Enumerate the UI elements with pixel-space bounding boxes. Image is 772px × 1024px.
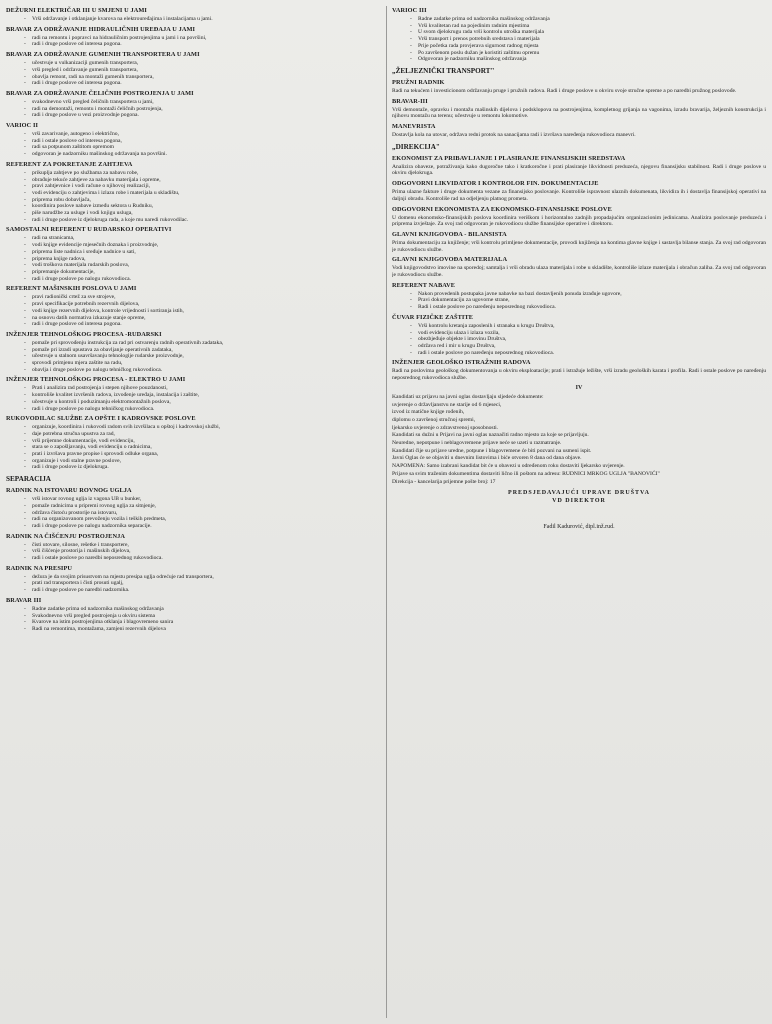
duty-item: - Vrši kvalitetan rad na pojedinim radnim mjestima [418,23,766,30]
duty-item: - radi i druge poslove iz djelokruga rada, a koje mu naredi rukovodilac. [32,217,380,224]
duty-list [6,340,380,374]
duty-item: - U svom djelokrugu rada vrši kontrolu utroška materijala [418,29,766,36]
section-heading: „ŽELJEZNIČKI TRANSPORT" [392,66,495,75]
section-heading: RUKOVODILAC SLUŽBE ZA OPŠTE I KADROVSKE POSLOVE [6,415,196,423]
duty-list [6,60,380,87]
duty-item: - daje potrebna stručna upustva za rad, [32,431,380,438]
duty-item: - pripremanje dokumentacije, [32,269,380,276]
section-heading: REFERENT MAŠINSKIH POSLOVA U JAMI [6,285,137,293]
duty-item: - pravi radionički crtež za sve strojeve, [32,294,380,301]
duty-item: - vrši pregled i održavanje gumenih transportera, [32,67,380,74]
duty-item: - sprovodi primjenu mjera zaštite na radu, [32,360,380,367]
duty-item: - radi i druge poslove od interesa pogona. [32,321,380,328]
condition-line: Direkcija - kancelarija prijemne pošte broj: 17 [392,478,496,485]
duty-item: - vodi knjige rezervnih dijelova, kontrole vrijednosti i sortiranja istih, [32,308,380,315]
condition-line: diplomu o završenoj stručnoj spremi, [392,416,476,423]
duty-list [6,131,380,158]
duty-list [6,170,380,224]
duty-item: - pomaže pri izradi upustava za obavljanje operativnih zadataka, [32,347,380,354]
duty-item: - radi i ostale poslove po naređenju neposrednog rukovodioca. [418,350,766,357]
section-heading: REFERENT NABAVE [392,281,456,289]
duty-item: - radi na stranicama, [32,235,380,242]
duty-list [392,16,766,63]
duty-item: - organizuje, koordinira i rukovodi radom svih izvršilaca u opštoj i kadrovskoj službi, [32,424,380,431]
duty-item: - vodi troškova materijala rudarskih poslova, [32,262,380,269]
section-heading: GLAVNI KNJIGOVOĐA - BILANSISTA [392,230,507,238]
duty-item: - pomaže radnicima u pripremi rovnog uglja za sitnjenje, [32,503,380,510]
duty-list [6,16,380,23]
duty-item: - učestvuje u vulkanizaciji gumenih transportera, [32,60,380,67]
duty-item: - obavlja i druge poslove po nalogu tehničkog rukovodioca. [32,367,380,374]
signature-subtitle: VD DIREKTOR [552,498,606,505]
duty-list [6,574,380,594]
duty-item: - Prati i analizira rad postrojenja i stepen njihove pouzdanosti, [32,385,380,392]
duty-item: - pravi specifikacije potrebnih rezervnih dijelova, [32,301,380,308]
signature-title: PREDSJEDAVAJUĆI UPRAVE DRUŠTVA [508,490,650,497]
duty-list [392,323,766,357]
section-heading: VARIOC III [392,7,427,14]
duty-item: - radi i druge poslove od interesa pogona. [32,41,380,48]
section-heading: RADNIK NA ISTOVARU ROVNOG UGLJA [6,487,132,495]
duty-item: - radi i druge poslove po naredbi nadzornika. [32,587,380,594]
duty-item: - vrši zavarivanje, autogeno i električno, [32,131,380,138]
section-paragraph: U domenu ekonomsko-finansijskih poslova koordinira veriškom i horizontalno zadnjih propadajućim organizacionim jedinicama. Analizira poslovanje preduzeća i priprema izvještaje. Za svoj rad odgovoran je rukovodiocu službe finansijske operative i direktoru. [392,214,766,228]
duty-item: - održava red i mir u krugu Društva, [418,343,766,350]
duty-item: - Radi na remontima, montažama, zamjeni rezervnih dijelova [32,626,380,633]
duty-item: - vrši istovar rovnog uglja iz vagona UB u bunker, [32,496,380,503]
duty-item: - vodi evidenciju ulaza i izlaza vozila, [418,330,766,337]
section-paragraph: Prima dokumentaciju za knjiženje; vrši kontrolu primljene dokumentacije, provodi knjiženja na kontima glavne knjige i sastavlja bilanse stanja. Za svoj rad odgovoran je rukovodiocu službe. [392,239,766,253]
condition-line: Javni Oglas će se objaviti u dnevnim listovima i biće otvoren 8 dana od dana objave. [392,455,582,462]
duty-item: - priprema liste nadnica i sređuje nadnice u sati, [32,249,380,256]
signature-block [392,489,766,531]
duty-item: - organizuje i vodi stalne pravne poslove, [32,458,380,465]
section-heading: SAMOSTALNI REFERENT U RUDARSKOJ OPERATIVI [6,226,172,234]
section-paragraph: Vodi knjigovodstvo imovine na sporedoj; samtalja i vrši obradu ulaza materijala i robe u skladište, kontroliše izlaze materijala i obračun zaliha. Za svoj rad odgovoran je rukovodiocu službe. [392,265,766,279]
condition-line: Neuredne, nepotpune i neblagovremene prijave neće se uzeti u razmatranje. [392,440,562,447]
right-sections [392,7,766,382]
duty-item: - radi na remontu i popravci na hidrauličnim postrojenjima u jami i na površini, [32,35,380,42]
condition-line: ljekarsko uvjerenje o zdravstvenoj sposobnosti. [392,424,499,431]
duty-item: - pravi zahtjevnice i vodi račune o njihovoj realizaciji, [32,183,380,190]
duty-item: - vrši čišćenje prostorija i mašinskih dijelova, [32,548,380,555]
section-heading: RADNIK NA PRESIPU [6,564,73,572]
duty-list [6,35,380,48]
duty-list [392,291,766,311]
condition-line: Prijave sa svim traženim dokumentima dostaviti lično ili poštom na adresu: RUDNICI MRKOG UGLJA "BANOVIĆI" [392,470,660,477]
section-paragraph: Radi na poslovima geološkog dokumentovanja u okviru eksploatacije; prati i istražuje ležište, vrši izradu geoloških karata i profila. Radi i ostale poslove po naređenju neposrednog rukovodioca službe. [392,368,766,382]
duty-item: - koordinira poslove nabave između sektora u Rudniku, [32,203,380,210]
duty-item: - Po završenom poslu dužan je koristiti zaštitnu opremu [418,50,766,57]
section-heading: SEPARACIJA [6,475,51,484]
duty-item: - čisti utovare, silosne, rešetke i transportere, [32,542,380,549]
section-heading: BRAVAR ZA ODRŽAVANJE ČELIČNIH POSTROJENJA U JAMI [6,89,194,97]
duty-item: - stara se o zapošljavanju, vodi evidenciju o radnicima, [32,444,380,451]
duty-item: - Vrši kontrolu kretanja zaposlenih i stranaka u krugu Društva, [418,323,766,330]
section-heading: PRUŽNI RADNIK [392,78,445,86]
duty-item: - prati rad transportera i čisti prosuti ugalj, [32,580,380,587]
duty-list [6,542,380,562]
section-heading: „DIREKCIJA" [392,142,440,151]
duty-item: - radi na organizovanom prevoženju vozila i teških predmeta, [32,516,380,523]
duty-item: - Vrši transport i prenos potrebnih sredstava i materijala [418,36,766,43]
duty-item: - Nakon provedenih postupaka javne nabavke na bazi dostavljenih ponuda izrađuje ugovore, [418,291,766,298]
duty-item: - vrši prijemne dokumentacije, vodi evidenciju, [32,438,380,445]
section-paragraph: Radi na tekućem i investicionom održavanju pruge i pružnih radova. Radi i druge poslove u okviru svoje stručne spreme a po naredbi pružnog poslovođe. [392,87,737,94]
duty-item: - obavlja remont, radi na montaži gumenih transportera, [32,74,380,81]
section-heading: DEŽURNI ELEKTRIČAR III U SMJENI U JAMI [6,7,147,14]
duty-item: - radi na demontaži, remontu i montaži čeličnih postrojenja, [32,106,380,113]
duty-item: - Vrši održavanje i otklanjanje kvarova na elektrouređajima i instalacijama u jami. [32,16,380,23]
duty-item: - prati i izvršava pravne propise i sprovodi odluke organa, [32,451,380,458]
duty-item: - vodi evidenciju o zahtjevima i izlazu robe i materijala u skladištu, [32,190,380,197]
duty-item: - priprema knjige radova, [32,256,380,263]
duty-item: - odgovoran je nadzorniku mašinskog održavanja na površini. [32,151,380,158]
duty-item: - obezbjeđuje objekte i imovinu Društva, [418,336,766,343]
duty-item: - pomaže pri sprovođenju instrukcija za rad pri ostvarenju radnih operativnih zadataka, [32,340,380,347]
section-heading: BRAVAR III [6,596,42,604]
duty-item: - radi i ostale poslove od interesa pogona, [32,138,380,145]
duty-item: - prikuplja zahtjeve po službama za nabavu robe, [32,170,380,177]
duty-item: - radi i ostale poslove po naredbi neposrednog rukovodioca. [32,555,380,562]
section-heading: BRAVAR-III [392,97,428,105]
condition-line: izvod iz matične knjige rođenih, [392,409,465,416]
condition-line: NAPOMENA: Samo izabrani kandidat bit će u obavezi u određenom roku dostaviti ljekarsko uvjerenje. [392,463,625,470]
duty-item: - na osnovu datih normativa izkazuje stanje opreme, [32,315,380,322]
duty-item: - vodi knjige evidencije mjesečnih doznaka i proizvodnje, [32,242,380,249]
duty-list [6,235,380,282]
duty-item: - radi sa potpunom zaštitom opremom [32,144,380,151]
section-heading: INŽENJER GEOLOŠKO ISTRAŽNIH RADOVA [392,359,531,367]
duty-item: - obrađuje tekuće zahtjeve za nabavku materijala i opreme, [32,177,380,184]
duty-item: - priprema robu dobavljača, [32,197,380,204]
section-heading: ODGOVORNI LIKVIDATOR I KONTROLOR FIN. DOKUMENTACIJE [392,180,599,188]
duty-item: - piše narudžbe za usluge i vodi knjigu usluga, [32,210,380,217]
section-heading: VARIOC II [6,122,39,130]
section-paragraph: Vrši demontaže, opravku i montažu mašinskih dijelova i podsklopova na postrojenjima, kompletnog grijanja na vagonima, izradu bravarija, željeznih konstrukcija i njihovu montažu na terenu; učestvuje u remontu lokomotive. [392,106,766,120]
condition-line: Kandidati uz prijavu na javni oglas dostavljaju sljedeće dokumente: [392,393,544,400]
section-heading: INŽENJER TEHNOLOŠKOG PROCESA -RUDARSKI [6,330,162,338]
application-conditions [392,394,766,485]
section-heading: BRAVAR ZA ODRŽAVANJE GUMENIH TRANSPORTERA U JAMI [6,51,200,59]
duty-item: - radi i druge poslove po nalogu tehničkog rukovodioca. [32,406,380,413]
duty-item: - radi i druge poslove po nalogu nadzornika separacije. [32,523,380,530]
section-heading: GLAVNI KNJIGOVOĐA MATERIJALA [392,256,508,264]
duty-item: - Odgovoran je nadzorniku mašinskog održavanja [418,56,766,63]
duty-list [6,99,380,119]
section-heading: REFERENT ZA POKRETANJE ZAHTJEVA [6,160,133,168]
duty-item: - radi i druge poslove u vezi proizvodnje pogona. [32,112,380,119]
duty-item: - učestvuje u kontroli i poduzimanju elektromontažnih poslova, [32,399,380,406]
duty-item: - Prije početka rada provjerava sigurnost radnog mjesta [418,43,766,50]
section-heading: BRAVAR ZA ODRŽAVANJE HIDRAULIČNIH UREĐAJA U JAMI [6,25,196,33]
section-heading: INŽENJER TEHNOLOŠKOG PROCESA - ELEKTRO U JAMI [6,376,186,384]
duty-item: - održava čistoću prostorije na istovaru, [32,510,380,517]
left-column [6,4,380,1020]
duty-item: - Pravi dokumentaciju za ugovorne strane, [418,297,766,304]
duty-item: - radi i druge poslove od interesa pogona. [32,80,380,87]
duty-item: - Radne zadatke prima od nadzornika mašinskog održavanja [32,606,380,613]
section-heading: ODGOVORNI EKONOMISTA ZA EKONOMSKO-FINANSIJSKE POSLOVE [392,205,612,213]
duty-item: - kontroliše kvalitet izvršenih radova, izvođenje uređaja, instalacija i zaštite, [32,392,380,399]
condition-line: Kandidati čije su prijave uredne, potpune i blagovremene će biti pozvani na usmeni ispit. [392,447,592,454]
section-heading: RADNIK NA ČIŠĆENJU POSTROJENJA [6,532,125,540]
duty-item: - dežura je da svojim prisustvom na mjestu presipa uglja odrećuje rad transportera, [32,574,380,581]
duty-list [6,424,380,471]
duty-list [6,385,380,412]
section-heading: MANEVRISTA [392,123,436,131]
duty-item: - radi i druge poslove po nalogu rukovodioca. [32,276,380,283]
condition-line: Kandidati su dužni u Prijavi na javni oglas naznačiti radno mjesto za koje se prijavljuju. [392,432,589,439]
duty-item: - Kvarove na istim postrojenjima otklanja i blagovremeno sanira [32,619,380,626]
duty-item: - radi i druge poslove iz djelokruga. [32,464,380,471]
duty-list [6,496,380,530]
duty-list [6,294,380,328]
duty-list [6,606,380,633]
section-heading: ČUVAR FIZIČKE ZAŠTITE [392,313,474,321]
duty-item: - Radi i ostale poslove po naređenju neposrednog rukovodioca. [418,304,766,311]
section-paragraph: Prima ulazne fakture i druge dokumenta vezane za finansijsko poslovanje. Kontroliše ispravnost ulaznih dokumenata, likvidira ih i dostavlja finansijskoj operativi na daljnji obradu. Kontroliše rad na odjeljenju platnog prometa. [392,189,766,202]
condition-line: uvjerenje o državljanstvu ne starije od 6 mjeseci, [392,401,502,408]
section-roman-numeral: IV [575,384,583,391]
duty-item: - svakodnevno vrši pregled čeličnih transportera u jami, [32,99,380,106]
right-column [392,4,766,1020]
section-paragraph: Dostavlja kola na utovar, održava redni protok na sanacijama radi i izvršava naređenja rukovodioca manevri. [392,132,636,139]
duty-item: - učestvuje u stalnom usavršavanju tehnologije rudarske proizvodnje, [32,353,380,360]
duty-item: - Svakodnevno vrši pregled postrojenja u okviru sistema [32,613,380,620]
column-divider [386,6,387,1018]
signature-name: Fadil Kadurović, dipl.inž.rud. [543,524,615,531]
section-heading: EKONOMIST ZA PRIBAVLJANJE I PLASIRANJE FINANSIJSKIH SREDSTAVA [392,154,626,162]
duty-item: - Radne zadatke prima od nadzornika mašinskog održavanja [418,16,766,23]
section-paragraph: Analizira obaveze, potraživanja kako dugoročne tako i kratkoročne i prati plasiranje likvidnosti preduzeća, njegovu finansijsku stabilnost. Radi i druge poslove u okviru djelokruga. [392,163,766,177]
